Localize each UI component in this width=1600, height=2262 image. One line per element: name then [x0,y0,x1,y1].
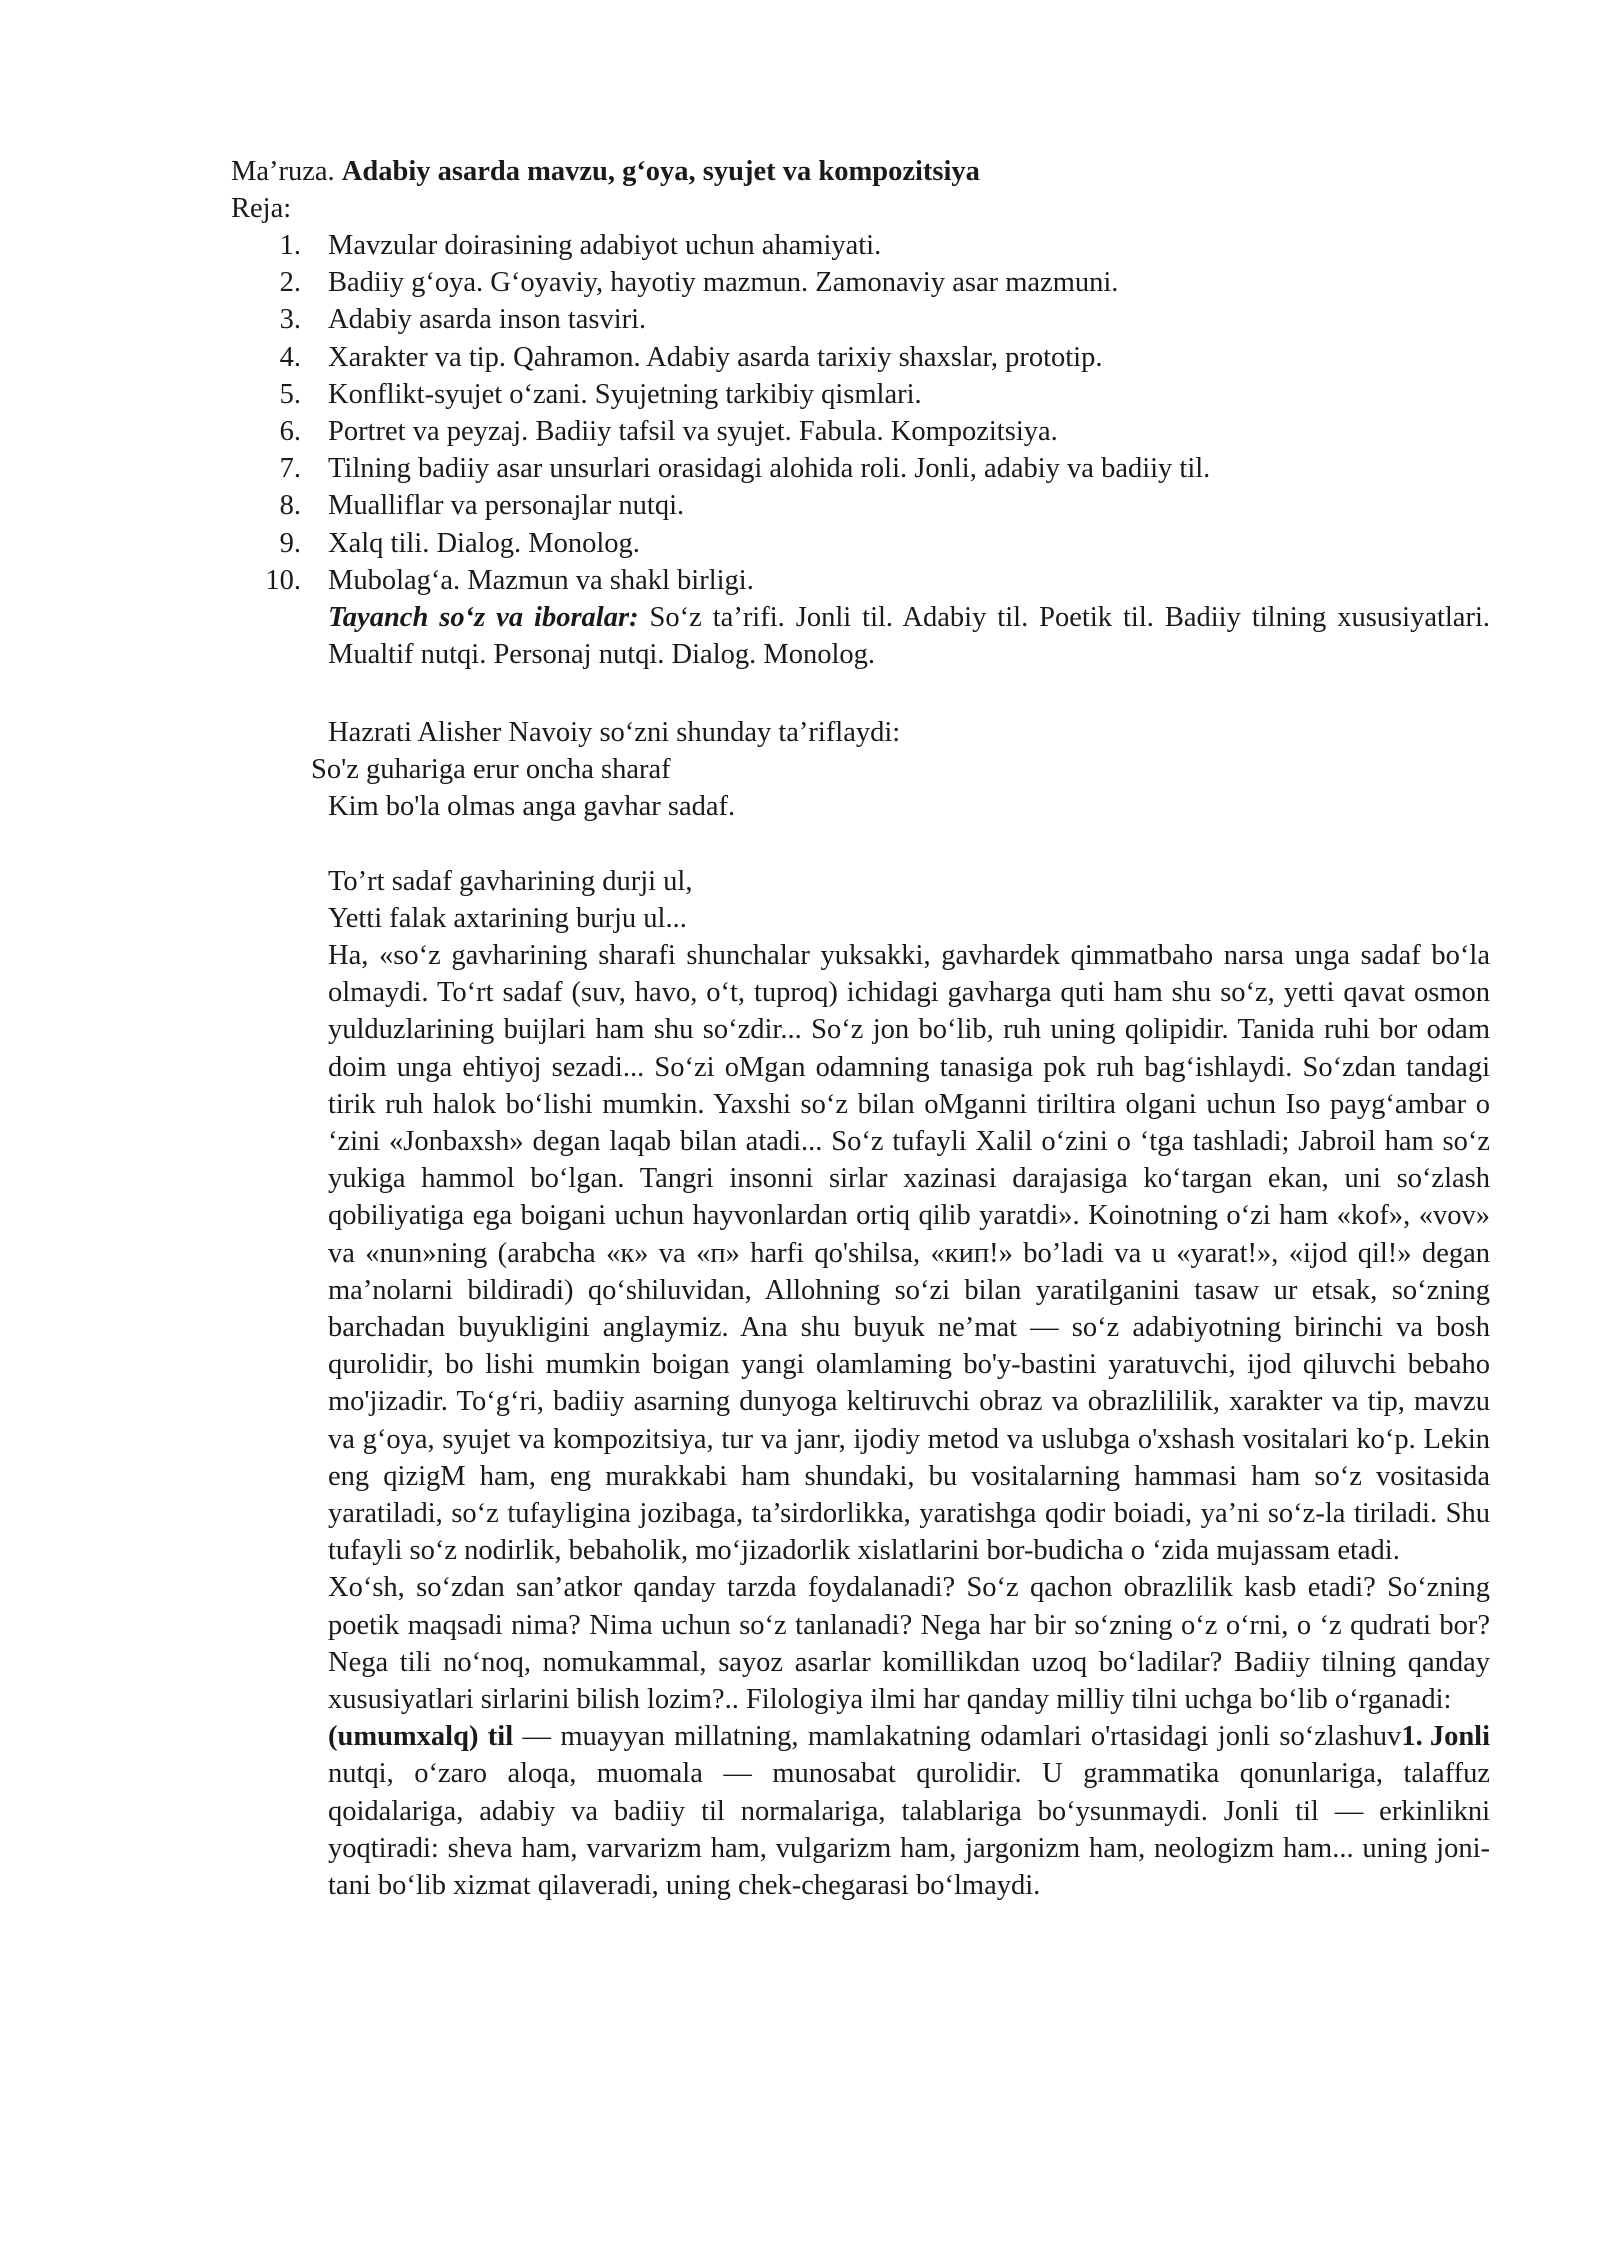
plan-item: 7. Tilning badiiy asar unsurlari orasidagi alohida roli. Jonli, adabiy va badiiy til. [279,453,1211,485]
verse-line: Yetti falak axtarining burju ul... [328,903,687,934]
plan-item: 5. Konflikt-syujet o‘zani. Syujetning tarkibiy qismlari. [279,378,922,410]
intro-line: Hazrati Alisher Navoiy so‘zni shunday ta’riflaydi: [328,717,901,748]
title-prefix: Ma’ruza. [231,156,335,187]
keywords-text: So‘z ta’rifi. Jonli til. Adabiy til. Poetik til. Badiiy tilning xususiyatlari. Mualtif nutqi. Personaj nutqi. Dialog. Monolog. [328,602,1490,671]
lecture-title [231,153,980,190]
verse-line: So'z guhariga erur oncha sharaf [311,754,671,785]
plan-label: Reja: [231,193,292,224]
paragraph-3: (umumxalq) til — muayyan millatning, mamlakatning odamlari o'rtasidagi jonli so‘zlashuv nutqi, o‘zaro aloqa, muomala — munosabat qurolidir. U grammatika qonunlariga, talaffuz qoidalariga, adabiy va badiiy til normalariga, talablariga bo‘ysunmaydi. Jonli til — erkinlikni yoqtiradi: sheva ham, varvarizm ham, vulgarizm ham, jargonizm ham, neologizm ham... uning joni-tani bo‘lib xizmat qilaveradi, uning chek-chegarasi bo‘lmaydi. [328,1721,1490,1902]
plan-item: 2. Badiiy g‘oya. G‘oyaviy, hayotiy mazmun. Zamonaviy asar mazmuni. [279,267,1119,299]
jonli-til-term: (umumxalq) til [328,1721,514,1753]
plan-item: 10. Mubolag‘a. Mazmun va shakl birligi. [265,564,754,596]
plan-item: 4. Xarakter va tip. Qahramon. Adabiy asarda tarixiy shaxslar, prototip. [279,341,1103,373]
verse-line: To’rt sadaf gavharining durji ul, [328,866,693,897]
plan-item: 8. Mualliflar va personajlar nutqi. [279,490,685,522]
paragraph-2: Xo‘sh, so‘zdan san’atkor qanday tarzda foydalanadi? So‘z qachon obrazlilik kasb etadi? So‘zning poetik maqsadi nima? Nima uchun so‘z tanlanadi? Nega har bir so‘zning o‘z o‘rni, o ‘z qudrati bor? Nega tili no‘noq, nomukammal, sayoz asarlar komillikdan uzoq bo‘ladilar? Badiiy tilning qanday xususiyatlari sirlarini bilish lozim?.. Filologiya ilmi har qanday milliy tilni uchga bo‘lib o‘rganadi: 1. Jonli [328,1569,1490,1718]
main-text [328,937,1490,1904]
plan-list [231,227,1210,599]
keywords-label: Tayanch so‘z va iboralar: [328,602,639,633]
plan-item: 6. Portret va peyzaj. Badiiy tafsil va syujet. Fabula. Kompozitsiya. [279,415,1058,447]
plan-item: 9. Xalq tili. Dialog. Monolog. [279,527,640,559]
numbered-heading-1: 1. Jonli [1401,1721,1490,1753]
keywords-paragraph [328,599,1490,673]
plan-item: 3. Adabiy asarda inson tasviri. [279,304,647,336]
plan-item: 1. Mavzular doirasining adabiyot uchun ahamiyati. [279,230,882,261]
title-text: Adabiy asarda mavzu, g‘oya, syujet va kompozitsiya [341,156,980,187]
paragraph-1: Ha, «so‘z gavharining sharafi shunchalar yuksakki, gavhardek qimmatbaho narsa unga sadaf bo‘la olmaydi. To‘rt sadaf (suv, havo, o‘t, tuproq) ichidagi gavharga quti ham shu so‘z, yetti qavat osmon yulduzlarining buijlari ham shu so‘zdir... So‘z jon bo‘lib, ruh uning qolipidir. Tanida ruhi bor odam doim unga ehtiyoj sezadi... So‘zi oMgan odamning tanasiga pok ruh bag‘ishlaydi. So‘zdan tandagi tirik ruh halok bo‘lishi mumkin. Yaxshi so‘z bilan oMganni tiriltira olgani uchun Iso payg‘ambar o ‘zini «Jonbaxsh» degan laqab bilan atadi... So‘z tufayli Xalil o‘zini o ‘tga tashladi; Jabroil ham so‘z yukiga hammol bo‘lgan. Tangri insonni sirlar xazinasi darajasiga ko‘targan ekan, uni so‘zlash qobiliyatiga ega boigani uchun hayvonlardan ortiq qilib yaratdi». Koinotning o‘zi ham «kof», «vov» va «nun»ning (arabcha «к» va «п» harfi qo'shilsa, «кип!» bo’ladi va u «yarat!», «ijod qil!» degan ma’nolarni bildiradi) qo‘shiluvidan, Allohning so‘zi bilan yaratilganini tasaw ur etsak, so‘zning barchadan buyukligini anglaymiz. Ana shu buyuk ne’mat — so‘z adabiyotning birinchi va bosh qurolidir, bo lishi mumkin boigan yangi olamlaming bo'y-bastini yaratuvchi, ijod qiluvchi bebaho mo'jizadir. To‘g‘ri, badiiy asarning dunyoga keltiruvchi obraz va obrazlililik, xarakter va tip, mavzu va g‘oya, syujet va kompozitsiya, tur va janr, ijodiy metod va uslubga o'xshash vositalari ko‘p. Lekin eng qizigM ham, eng murakkabi ham shundaki, bu vositalarning hammasi ham so‘z vositasida yaratiladi, so‘z tufayligina jozibaga, ta’sirdorlikka, yaratishga qodir boiadi, ya’ni so‘z-la tiriladi. Shu tufayli so‘z nodirlik, bebaholik, mo‘jizadorlik xislatlarini bor-budicha o ‘zida mujassam etadi. [328,940,1490,1567]
verse-line: Kim bo'la olmas anga gavhar sadaf. [328,791,736,822]
